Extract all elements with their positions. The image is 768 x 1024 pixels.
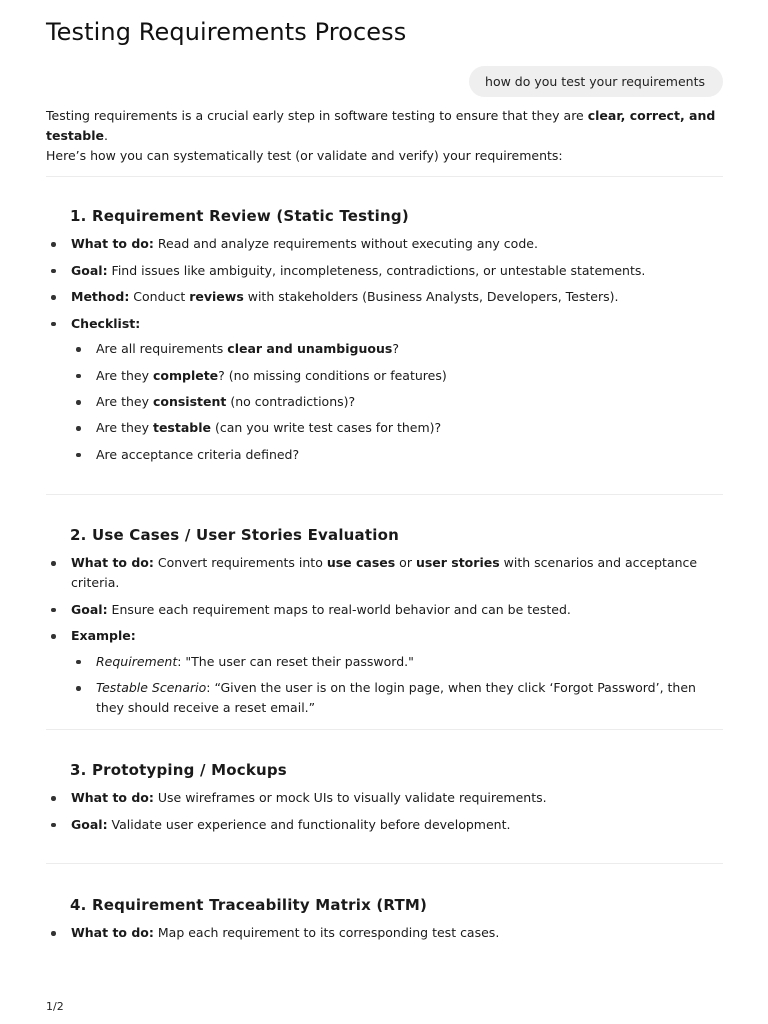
- page-number: 1/2: [46, 1000, 64, 1013]
- intro-period: .: [104, 128, 108, 143]
- item-emphasis: testable: [152, 420, 211, 436]
- section-use-cases: [46, 524, 723, 718]
- list-item: [46, 287, 723, 307]
- item-text: : "The user can reset their password.": [177, 653, 414, 669]
- item-label: What to do:: [71, 925, 154, 940]
- item-text: Map each requirement to its corresponding test cases.: [153, 925, 500, 940]
- intro-text: Testing requirements is a crucial early step in software testing to ensure that they are: [46, 108, 588, 123]
- section-heading: 2. Use Cases / User Stories Evaluation: [70, 526, 399, 544]
- checklist-item: [46, 392, 723, 412]
- section-heading: 3. Prototyping / Mockups: [70, 761, 287, 779]
- item-text: Use wireframes or mock UIs to visually validate requirements.: [153, 790, 547, 805]
- item-text: with stakeholders (Business Analysts, Developers, Testers).: [243, 289, 619, 305]
- item-text: (no contradictions)?: [226, 394, 356, 410]
- list-item: [46, 314, 723, 334]
- user-message-bubble: how do you test your requirements: [469, 66, 723, 97]
- item-text: Conduct: [129, 289, 190, 305]
- example-item: [46, 678, 723, 718]
- item-label: Goal:: [71, 262, 108, 278]
- intro-emphasis: clear, correct, and testable: [46, 108, 716, 143]
- section-heading: 1. Requirement Review (Static Testing): [70, 207, 409, 225]
- item-text: Find issues like ambiguity, incompleteness, contradictions, or untestable statements.: [107, 262, 646, 278]
- section-requirement-review: [46, 205, 723, 465]
- divider: [46, 176, 723, 177]
- item-italic: Requirement: [96, 653, 178, 669]
- item-text: Are all requirements: [96, 341, 228, 357]
- item-emphasis: complete: [152, 367, 219, 383]
- item-label: Method:: [71, 289, 130, 305]
- intro-paragraph: [46, 106, 723, 166]
- list-item: [46, 553, 723, 593]
- item-label: What to do:: [71, 236, 154, 251]
- item-text: Are they: [96, 394, 153, 410]
- list-item: [46, 923, 723, 943]
- item-text: (can you write test cases for them)?: [210, 420, 442, 436]
- list-item: [46, 626, 723, 646]
- item-label: What to do:: [71, 790, 154, 805]
- bullet-list: [46, 553, 723, 718]
- divider: [46, 863, 723, 864]
- divider: [46, 729, 723, 730]
- list-item: [46, 234, 723, 254]
- example-item: [46, 652, 723, 672]
- item-text: with scenarios and acceptance criteria.: [71, 555, 698, 590]
- item-label: Example:: [71, 628, 136, 644]
- item-text: Read and analyze requirements without executing any code.: [153, 236, 538, 251]
- list-item: [46, 600, 723, 620]
- item-text: : “Given the user is on the login page, when they click ‘Forgot Password’, then they should receive a reset email.”: [96, 680, 696, 716]
- item-emphasis: clear and unambiguous: [227, 341, 393, 357]
- item-text: Ensure each requirement maps to real-world behavior and can be tested.: [107, 601, 571, 617]
- checklist-item: [46, 366, 723, 386]
- checklist-item: [46, 445, 723, 465]
- item-text: Are they: [96, 367, 153, 383]
- divider: [46, 494, 723, 495]
- item-label: Checklist:: [71, 315, 141, 331]
- item-text: Are they: [96, 420, 153, 436]
- checklist-item: [46, 339, 723, 359]
- intro-text-2: Here’s how you can systematically test (or validate and verify) your requirements:: [46, 148, 563, 163]
- list-item: [46, 815, 723, 835]
- item-text: Validate user experience and functionality before development.: [107, 816, 511, 832]
- bullet-list: [46, 788, 723, 835]
- item-emphasis: reviews: [189, 289, 244, 305]
- checklist-item: [46, 418, 723, 438]
- item-text: Convert requirements into: [153, 555, 327, 570]
- item-emphasis: consistent: [152, 394, 227, 410]
- item-text: or: [395, 555, 416, 570]
- item-text: Are acceptance criteria defined?: [96, 446, 300, 462]
- item-text: ? (no missing conditions or features): [218, 367, 447, 383]
- item-label: What to do:: [71, 555, 154, 570]
- section-prototyping: [46, 759, 723, 835]
- list-item: [46, 788, 723, 808]
- page-title: Testing Requirements Process: [46, 18, 407, 46]
- item-label: Goal:: [71, 816, 108, 832]
- section-heading: 4. Requirement Traceability Matrix (RTM): [70, 896, 428, 914]
- item-italic: Testable Scenario: [96, 680, 207, 696]
- list-item: [46, 261, 723, 281]
- item-emphasis: use cases: [326, 555, 396, 570]
- item-text: ?: [392, 341, 399, 357]
- item-emphasis: user stories: [415, 555, 500, 570]
- section-rtm: [46, 894, 723, 943]
- bullet-list: [46, 923, 723, 943]
- item-label: Goal:: [71, 601, 108, 617]
- bullet-list: [46, 234, 723, 465]
